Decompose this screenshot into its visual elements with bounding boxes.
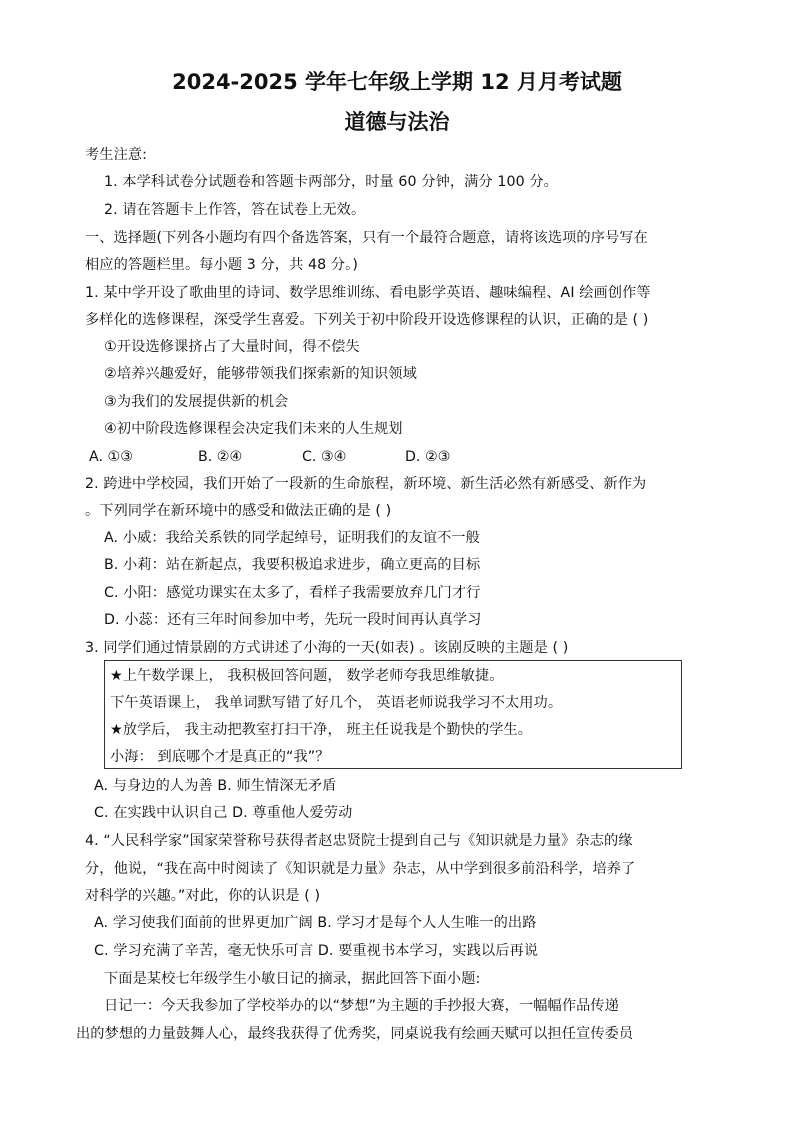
question-2-stem: 。下列同学在新环境中的感受和做法正确的是 ( ) (85, 503, 392, 519)
question-1-stem: 多样化的选修课程，深受学生喜爱。下列关于初中阶段开设选修课程的认识，正确的是 ( ) (85, 312, 649, 328)
passage-line: 日记一：今天我参加了学校举办的以“梦想”为主题的手抄报大赛，一幅幅作品传递 (104, 998, 619, 1014)
scenario-line: ★上午数学课上， 我积极回答问题， 数学老师夸我思维敏捷。 (110, 668, 504, 684)
question-1-options (0, 447, 794, 467)
question-2-option-b: B. 小莉：站在新起点，我要积极追求进步，确立更高的目标 (104, 557, 481, 573)
exam-subject: 道德与法治 (344, 110, 450, 134)
question-1-statement: ③为我们的发展提供新的机会 (104, 394, 289, 410)
exam-title: 2024-2025 学年七年级上学期 12 月月考试题 (172, 70, 622, 94)
question-3-stem: 3. 同学们通过情景剧的方式讲述了小海的一天(如表) 。该剧反映的主题是 ( ) (85, 640, 569, 656)
question-1-option-a: A. ①③ (89, 449, 133, 465)
question-1-option-c: C. ③④ (302, 449, 347, 465)
question-3-options: A. 与身边的人为善 B. 师生情深无矛盾 (94, 778, 337, 794)
question-4-stem: 分，他说，“我在高中时阅读了《知识就是力量》杂志，从中学到很多前沿科学，培养了 (85, 861, 636, 877)
scenario-line: ★放学后， 我主动把教室打扫干净， 班主任说我是个勤快的学生。 (110, 722, 533, 738)
notice-heading: 考生注意: (85, 147, 148, 163)
passage-line: 出的梦想的力量鼓舞人心，最终我获得了优秀奖，同桌说我有绘画天赋可以担任宣传委员 (76, 1026, 634, 1042)
scenario-line: 下午英语课上， 我单词默写错了好几个， 英语老师说我学习不太用功。 (110, 695, 563, 711)
question-4-stem: 4. “人民科学家”国家荣誉称号获得者赵忠贤院士提到自己与《知识就是力量》杂志的缘 (85, 833, 633, 849)
question-1-statement: ①开设选修课挤占了大量时间，得不偿失 (104, 339, 360, 355)
question-4-options: C. 学习充满了辛苦，毫无快乐可言 D. 要重视书本学习，实践以后再说 (94, 943, 539, 959)
question-2-stem: 2. 跨进中学校园，我们开始了一段新的生命旅程，新环境、新生活必然有新感受、新作为 (85, 476, 647, 492)
question-2-option-a: A. 小威：我给关系铁的同学起绰号，证明我们的友谊不一般 (104, 530, 480, 546)
question-1-statement: ④初中阶段选修课程会决定我们未来的人生规划 (104, 421, 403, 437)
notice-item: 1. 本学科试卷分试题卷和答题卡两部分，时量 60 分钟，满分 100 分。 (104, 174, 558, 190)
question-2-option-d: D. 小蕊：还有三年时间参加中考，先玩一段时间再认真学习 (104, 612, 482, 628)
notice-item: 2. 请在答题卡上作答，答在试卷上无效。 (104, 202, 366, 218)
scenario-line: 小海： 到底哪个才是真正的“我”？ (110, 749, 330, 765)
question-1-option-b: B. ②④ (198, 449, 243, 465)
question-2-option-c: C. 小阳：感觉功课实在太多了，看样子我需要放弃几门才行 (104, 585, 481, 601)
question-1-option-d: D. ②③ (405, 449, 451, 465)
section-instruction: 一、选择题(下列各小题均有四个备选答案，只有一个最符合题意，请将该选项的序号写在 (85, 230, 648, 246)
question-1-statement: ②培养兴趣爱好，能够带领我们探索新的知识领域 (104, 366, 417, 382)
question-3-options: C. 在实践中认识自己 D. 尊重他人爱劳动 (94, 805, 353, 821)
question-4-options: A. 学习使我们面前的世界更加广阔 B. 学习才是每个人人生唯一的出路 (94, 915, 537, 931)
passage-intro: 下面是某校七年级学生小敏日记的摘录，据此回答下面小题: (104, 971, 481, 987)
question-1-stem: 1. 某中学开设了歌曲里的诗词、数学思维训练、看电影学英语、趣味编程、AI 绘画创作等 (85, 285, 651, 301)
section-instruction: 相应的答题栏里。每小题 3 分，共 48 分。) (85, 257, 358, 273)
question-4-stem: 对科学的兴趣。”对此，你的认识是 ( ) (85, 888, 321, 904)
